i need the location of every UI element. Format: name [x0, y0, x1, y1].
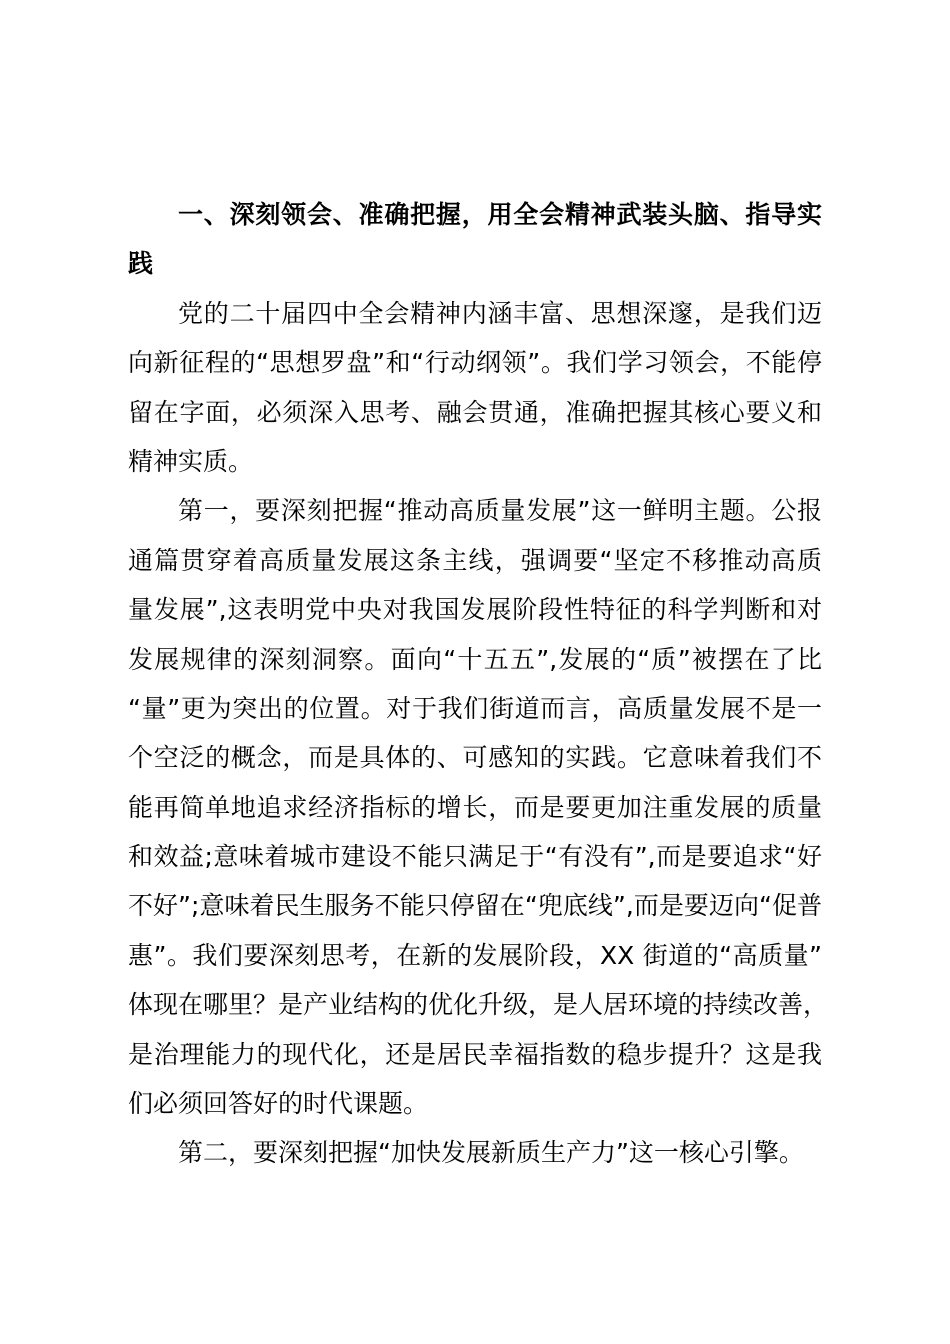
paragraph-line: 第一，要深刻把握“推动高质量发展”这一鲜明主题。公报 [178, 496, 822, 526]
paragraph-line: 能再简单地追求经济指标的增长，而是要更加注重发展的质量 [128, 792, 822, 822]
paragraph-second-point [128, 1128, 822, 1177]
paragraph-first-point [128, 486, 829, 1128]
paragraph-line: 惠”。我们要深刻思考，在新的发展阶段，XX 街道的“高质量” [128, 940, 822, 970]
paragraph-line: 量发展”,这表明党中央对我国发展阶段性特征的科学判断和对 [128, 595, 822, 625]
heading-line: 一、深刻领会、准确把握，用全会精神武装头脑、指导实 [178, 200, 822, 229]
paragraph-line: 第二，要深刻把握“加快发展新质生产力”这一核心引擎。 [178, 1138, 804, 1168]
paragraph-line: 党的二十届四中全会精神内涵丰富、思想深邃，是我们迈 [178, 298, 822, 328]
paragraph-line: 精神实质。 [128, 446, 254, 476]
paragraph-line: 个空泛的概念，而是具体的、可感知的实践。它意味着我们不 [128, 743, 822, 773]
paragraph-line: “量”更为突出的位置。对于我们街道而言，高质量发展不是一 [128, 693, 822, 723]
paragraph-line: 是治理能力的现代化，还是居民幸福指数的稳步提升？这是我 [128, 1039, 822, 1069]
paragraph-line: 体现在哪里？是产业结构的优化升级，是人居环境的持续改善， [128, 990, 829, 1020]
paragraph-intro [128, 289, 822, 487]
paragraph-line: 和效益;意味着城市建设不能只满足于“有没有”,而是要追求“好 [128, 842, 822, 872]
paragraph-line: 留在字面，必须深入思考、融会贯通，准确把握其核心要义和 [128, 397, 822, 427]
paragraph-line: 发展规律的深刻洞察。面向“十五五”,发展的“质”被摆在了比 [128, 644, 822, 674]
paragraph-line: 不好”;意味着民生服务不能只停留在“兜底线”,而是要迈向“促普 [128, 891, 822, 921]
paragraph-line: 们必须回答好的时代课题。 [128, 1089, 429, 1119]
paragraph-line: 向新征程的“思想罗盘”和“行动纲领”。我们学习领会，不能停 [128, 348, 822, 378]
paragraph-line: 通篇贯穿着高质量发展这条主线，强调要“坚定不移推动高质 [128, 545, 822, 575]
heading-line: 践 [128, 249, 154, 279]
document-page [128, 190, 829, 1178]
section-heading [128, 190, 822, 289]
